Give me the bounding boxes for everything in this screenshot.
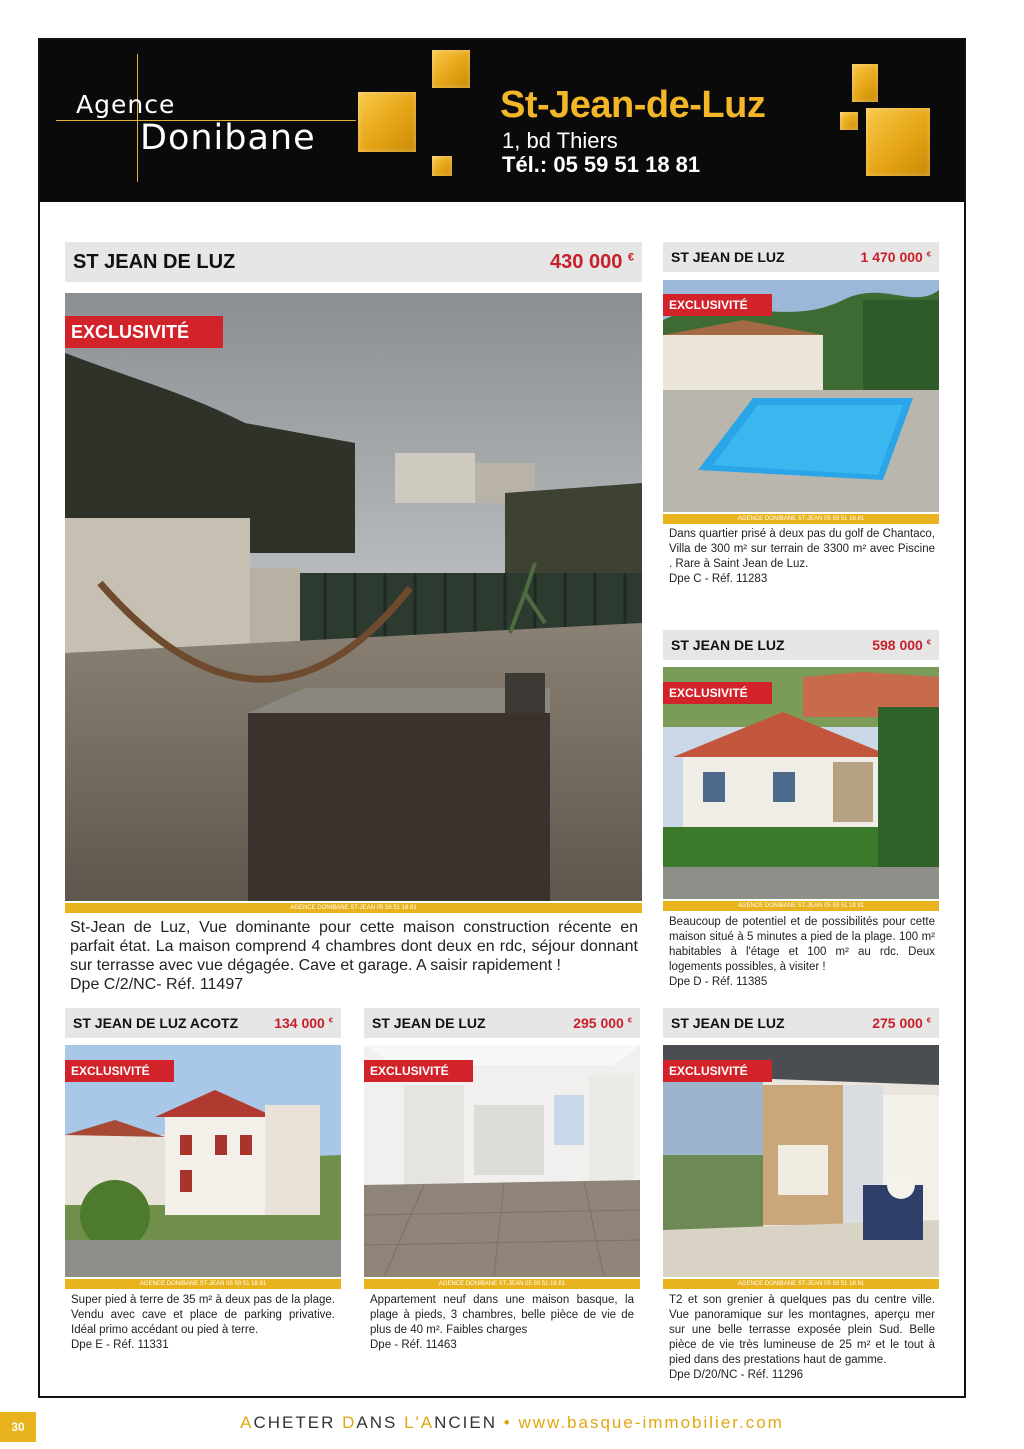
listing-location: ST JEAN DE LUZ [73, 250, 236, 273]
logo-donibane-text: Donibane [140, 118, 316, 158]
listing-description [71, 1293, 335, 1353]
exclusive-badge: EXCLUSIVITÉ [663, 294, 772, 316]
listing-description [669, 915, 935, 990]
footer-part: NCIEN [434, 1413, 498, 1432]
listing-reference: Dpe D/20/NC - Réf. 11296 [669, 1369, 804, 1381]
decor-square [358, 92, 416, 152]
photo-credit: AGENCE DONIBANE ST-JEAN 05 59 51 18 81 [663, 901, 939, 911]
listing-price: 295 000 € [573, 1015, 632, 1031]
listing-description [370, 1293, 634, 1353]
listing-reference: Dpe C - Réf. 11283 [669, 573, 768, 585]
photo-credit: AGENCE DONIBANE ST-JEAN 05 59 51 18 81 [65, 1279, 341, 1289]
decor-square [866, 108, 930, 176]
logo-agence-text: Agence [76, 90, 176, 119]
exclusive-badge: EXCLUSIVITÉ [65, 1060, 174, 1082]
photo-credit: AGENCE DONIBANE ST-JEAN 05 59 51 18 81 [663, 514, 939, 524]
footer-part: D [342, 1413, 357, 1432]
photo-credit: AGENCE DONIBANE ST-JEAN 05 59 51 18 81 [65, 903, 642, 913]
listing-title-bar [663, 1008, 939, 1038]
listing-reference: Dpe D - Réf. 11385 [669, 976, 768, 988]
listing-description-text: Super pied à terre de 35 m² à deux pas de la plage. Vendu avec cave et place de parking privative. Idéal primo accédant ou pied à terre. [71, 1294, 335, 1336]
footer-part: CHETER [253, 1413, 343, 1432]
footer-website-link[interactable]: www.basque-immobilier.com [518, 1413, 784, 1432]
listing-reference: Dpe E - Réf. 11331 [71, 1339, 169, 1351]
listing-description-text: Appartement neuf dans une maison basque, la plage à pieds, 3 chambres, belle pièce de vie de plus de 40 m². Faibles charges [370, 1294, 634, 1336]
agency-header [40, 40, 964, 202]
exclusive-badge: EXCLUSIVITÉ [663, 1060, 772, 1082]
page-number: 30 [0, 1412, 36, 1442]
listing-location: ST JEAN DE LUZ [671, 249, 785, 265]
decor-square [840, 112, 858, 130]
listing-description-text: T2 et son grenier à quelques pas du centre ville. Vue panoramique sur les montagnes, aperçu mer sur une belle terrasse exposée plein Sud. Belle pièce de vie très lumineuse de 25 m² et le tout à pied dans des prestations haut de gamme. [669, 1294, 935, 1366]
listing-title-bar [663, 242, 939, 272]
footer-part: L'A [404, 1413, 435, 1432]
listing-title-bar [65, 242, 642, 282]
listing-description [70, 918, 638, 994]
listing-price: 430 000 € [550, 250, 634, 273]
listing-reference: Dpe C/2/NC- Réf. 11497 [70, 976, 244, 993]
listing-title-bar [663, 630, 939, 660]
footer-part: ANS [356, 1413, 405, 1432]
listing-location: ST JEAN DE LUZ [671, 1015, 785, 1031]
listing-photo-terrace[interactable] [65, 293, 642, 901]
listing-reference: Dpe - Réf. 11463 [370, 1339, 457, 1351]
exclusive-badge: EXCLUSIVITÉ [65, 316, 223, 348]
decor-square [432, 156, 452, 176]
listing-description-text: Beaucoup de potentiel et de possibilités pour cette maison situé à 5 minutes a pied de la plage. 100 m² habitables à l'étage et 100 m² au rdc. Deux logements possibles, à visiter ! [669, 916, 935, 973]
listing-location: ST JEAN DE LUZ [671, 637, 785, 653]
terrace-photo-svg [65, 293, 642, 901]
listing-price: 1 470 000 € [860, 249, 931, 265]
agency-phone: Tél.: 05 59 51 18 81 [502, 152, 701, 177]
listing-description-text: Dans quartier prisé à deux pas du golf de Chantaco, Villa de 300 m² sur terrain de 3300 m² avec Piscine . Rare à Saint Jean de Luz. [669, 528, 935, 570]
listing-description [669, 527, 935, 587]
listing-price: 275 000 € [872, 1015, 931, 1031]
footer-part: • [497, 1413, 519, 1432]
decor-square [852, 64, 878, 102]
listing-location: ST JEAN DE LUZ ACOTZ [73, 1015, 239, 1031]
footer-part: A [240, 1413, 254, 1432]
agency-city: St-Jean-de-Luz [500, 84, 766, 126]
listing-location: ST JEAN DE LUZ [372, 1015, 486, 1031]
decor-square [432, 50, 470, 88]
listing-title-bar [364, 1008, 640, 1038]
listing-price: 598 000 € [872, 637, 931, 653]
footer-tagline [0, 1413, 1024, 1433]
exclusive-badge: EXCLUSIVITÉ [364, 1060, 473, 1082]
listing-price: 134 000 € [274, 1015, 333, 1031]
listing-description-text: St-Jean de Luz, Vue dominante pour cette maison construction récente en parfait état. La maison comprend 4 chambres dont deux en rdc, séjour donnant sur terrasse avec vue dégagée. Cave et garage. A saisir rapidement ! [70, 919, 638, 974]
agency-address: 1, bd Thiers [502, 128, 618, 153]
listing-title-bar [65, 1008, 341, 1038]
photo-credit: AGENCE DONIBANE ST-JEAN 05 59 51 18 81 [663, 1279, 939, 1289]
exclusive-badge: EXCLUSIVITÉ [663, 682, 772, 704]
photo-credit: AGENCE DONIBANE ST-JEAN 05 59 51 18 81 [364, 1279, 640, 1289]
listing-description [669, 1293, 935, 1383]
